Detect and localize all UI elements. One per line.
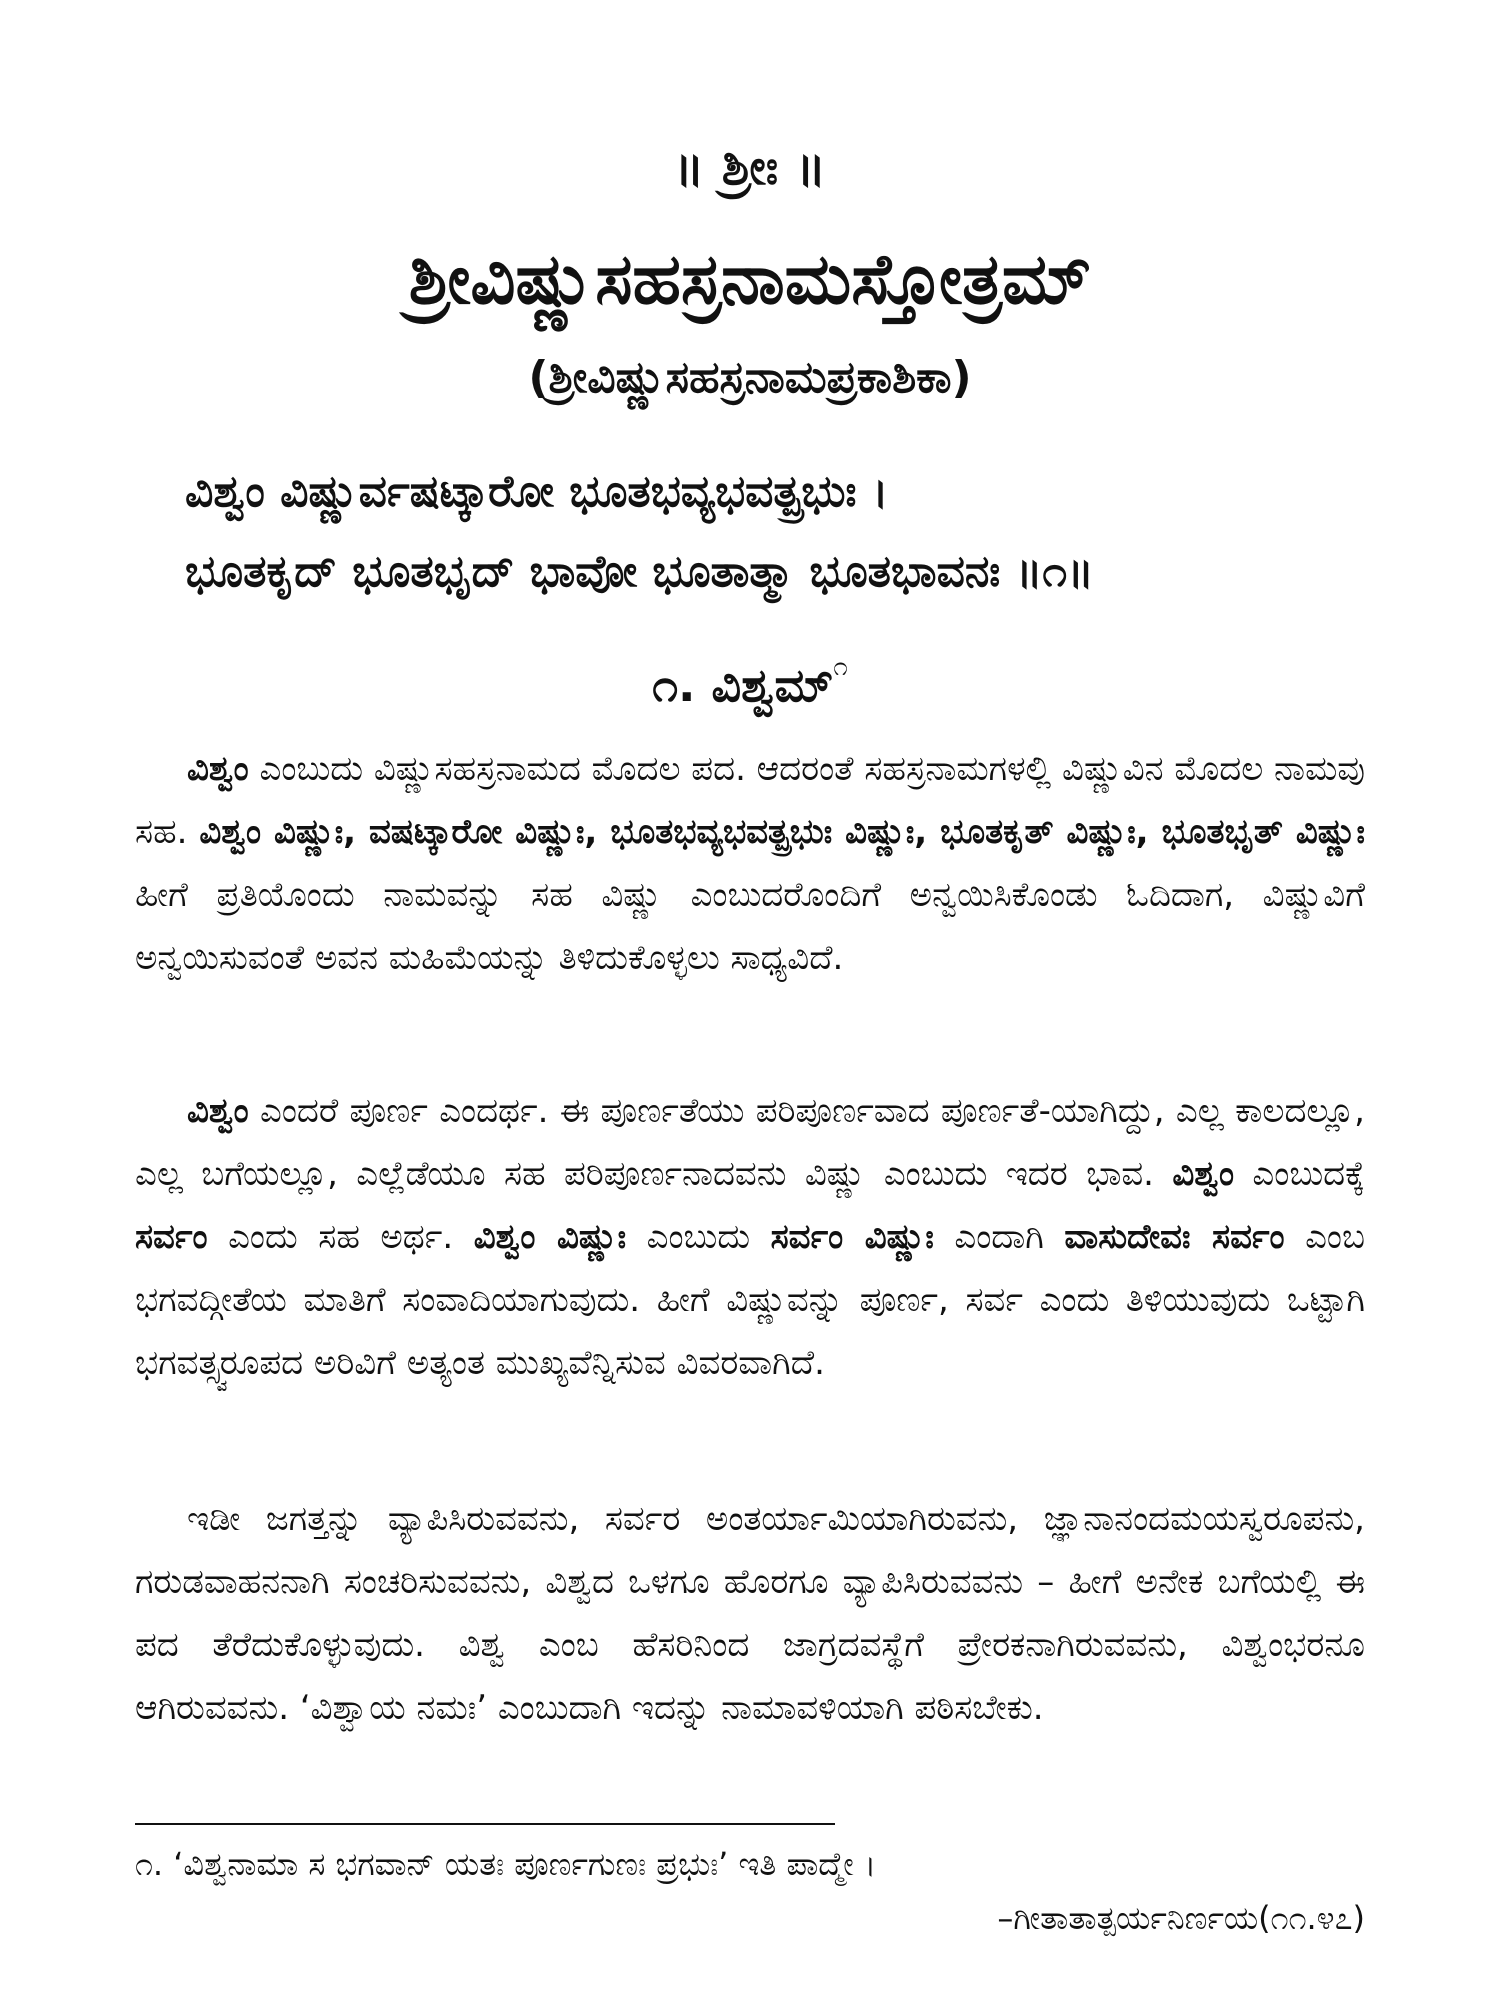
- bold-term: ವಿಶ್ವಂ: [187, 1091, 249, 1131]
- verse-line-1: ವಿಶ್ವಂ ವಿಷ್ಣುರ್ವಷಟ್ಕಾರೋ ಭೂತಭವ್ಯಭವತ್ಪ್ರಭುಃ ।: [185, 466, 889, 517]
- paragraph-text: ಎಂದಾಗಿ: [933, 1217, 1065, 1257]
- bold-term: ವಿಶ್ವಂ: [187, 749, 249, 789]
- footnote-reference: ೧: [833, 652, 848, 682]
- paragraph-text: ಎಂಬುದು ವಿಷ್ಣುಸಹಸ್ರನಾಮದ ಮೊದಲ ಪದ. ಆದರಂತೆ ಸಹಸ್ರನಾಮಗಳಲ್ಲಿ ವಿಷ್ಣುವಿನ ಮೊದಲ ನಾಮವು ಸಹ.: [135, 749, 1365, 852]
- section-heading: [0, 652, 1500, 714]
- bold-term: ವಿಶ್ವಂ: [1172, 1154, 1235, 1194]
- section-heading-text: ೧. ವಿಶ್ವಮ್: [652, 658, 834, 712]
- bold-term: ವಿಶ್ವಂ ವಿಷ್ಣುಃ: [473, 1217, 627, 1257]
- paragraph-text: ಎಂದರೆ ಪೂರ್ಣ ಎಂದರ್ಥ. ಈ ಪೂರ್ಣತೆಯು ಪರಿಪೂರ್ಣವಾದ ಪೂರ್ಣತೆ-ಯಾಗಿದ್ದು, ಎಲ್ಲ ಕಾಲದಲ್ಲೂ, ಎಲ್ಲ ಬಗೆಯಲ್ಲೂ, ಎಲ್ಲೆಡೆಯೂ ಸಹ ಪರಿಪೂರ್ಣನಾದವನು ವಿಷ್ಣು ಎಂಬುದು ಇದರ ಭಾವ.: [135, 1091, 1365, 1194]
- paragraph-text: ಎಂಬುದಕ್ಕೆ: [1234, 1154, 1366, 1194]
- footnote-divider: [135, 1823, 835, 1825]
- paragraph-text: ಎಂಬುದು: [626, 1217, 771, 1257]
- page-title: ಶ್ರೀವಿಷ್ಣುಸಹಸ್ರನಾಮಸ್ತೋತ್ರಮ್: [408, 238, 1092, 320]
- bold-term: ಸರ್ವಂ ವಿಷ್ಣುಃ: [770, 1217, 934, 1257]
- paragraph-3: [135, 1488, 1365, 1740]
- paragraph-text: ಹೀಗೆ ಪ್ರತಿಯೊಂದು ನಾಮವನ್ನು ಸಹ ವಿಷ್ಣು ಎಂಬುದರೊಂದಿಗೆ ಅನ್ವಯಿಸಿಕೊಂಡು ಓದಿದಾಗ, ವಿಷ್ಣುವಿಗೆ ಅನ್ವಯಿಸುವಂತೆ ಅವನ ಮಹಿಮೆಯನ್ನು ತಿಳಿದುಕೊಳ್ಳಲು ಸಾಧ್ಯವಿದೆ.: [135, 875, 1365, 978]
- paragraph-text: ಇಡೀ ಜಗತ್ತನ್ನು ವ್ಯಾಪಿಸಿರುವವನು, ಸರ್ವರ ಅಂತರ್ಯಾಮಿಯಾಗಿರುವನು, ಜ್ಞಾನಾನಂದಮಯಸ್ವರೂಪನು, ಗರುಡವಾಹನನಾಗಿ ಸಂಚರಿಸುವವನು, ವಿಶ್ವದ ಒಳಗೂ ಹೊರಗೂ ವ್ಯಾಪಿಸಿರುವವನು – ಹೀಗೆ ಅನೇಕ ಬಗೆಯಲ್ಲಿ ಈ ಪದ ತೆರೆದುಕೊಳ್ಳುವುದು. ವಿಶ್ವ ಎಂಬ ಹೆಸರಿನಿಂದ ಜಾಗ್ರದವಸ್ಥೆಗೆ ಪ್ರೇರಕನಾಗಿರುವವನು, ವಿಶ್ವಂಭರನೂ ಆಗಿರುವವನು. ‘ವಿಶ್ವಾಯ ನಮಃ’ ಎಂಬುದಾಗಿ ಇದನ್ನು ನಾಮಾವಳಿಯಾಗಿ ಪಠಿಸಬೇಕು.: [135, 1499, 1365, 1728]
- paragraph-2: [135, 1080, 1365, 1395]
- footnote-source: –ಗೀತಾತಾತ್ಪರ್ಯನಿರ್ಣಯ(೧೧.೪೭): [997, 1899, 1365, 1937]
- invocation-mark: ॥ ಶ್ರೀಃ ॥: [673, 138, 827, 196]
- page-subtitle: (ಶ್ರೀವಿಷ್ಣುಸಹಸ್ರನಾಮಪ್ರಕಾಶಿಕಾ): [528, 352, 972, 403]
- footnote-text: ೧. ‘ವಿಶ್ವನಾಮಾ ಸ ಭಗವಾನ್ ಯತಃ ಪೂರ್ಣಗುಣಃ ಪ್ರಭುಃ’ ಇತಿ ಪಾದ್ಮೇ ।: [135, 1845, 877, 1883]
- bold-term: ವಿಶ್ವಂ ವಿಷ್ಣುಃ, ವಷಟ್ಕಾರೋ ವಿಷ್ಣುಃ, ಭೂತಭವ್ಯಭವತ್ಪ್ರಭುಃ ವಿಷ್ಣುಃ, ಭೂತಕೃತ್ ವಿಷ್ಣುಃ, ಭೂತಭೃತ್ ವಿಷ್ಣುಃ: [199, 812, 1366, 852]
- paragraph-text: ಎಂಬ ಭಗವದ್ಗೀತೆಯ ಮಾತಿಗೆ ಸಂವಾದಿಯಾಗುವುದು. ಹೀಗೆ ವಿಷ್ಣುವನ್ನು ಪೂರ್ಣ, ಸರ್ವ ಎಂದು ತಿಳಿಯುವುದು ಒಟ್ಟಾಗಿ ಭಗವತ್ಸ್ವರೂಪದ ಅರಿವಿಗೆ ಅತ್ಯಂತ ಮುಖ್ಯವೆನ್ನಿಸುವ ವಿವರವಾಗಿದೆ.: [135, 1217, 1366, 1383]
- verse-line-2: ಭೂತಕೃದ್ ಭೂತಭೃದ್ ಭಾವೋ ಭೂತಾತ್ಮಾ ಭೂತಭಾವನಃ ॥೧॥: [185, 546, 1094, 597]
- paragraph-text: ಎಂದು ಸಹ ಅರ್ಥ.: [207, 1217, 474, 1257]
- paragraph-1: [135, 738, 1365, 990]
- bold-term: ಸರ್ವಂ: [135, 1217, 208, 1257]
- bold-term: ವಾಸುದೇವಃ ಸರ್ವಂ: [1064, 1217, 1285, 1257]
